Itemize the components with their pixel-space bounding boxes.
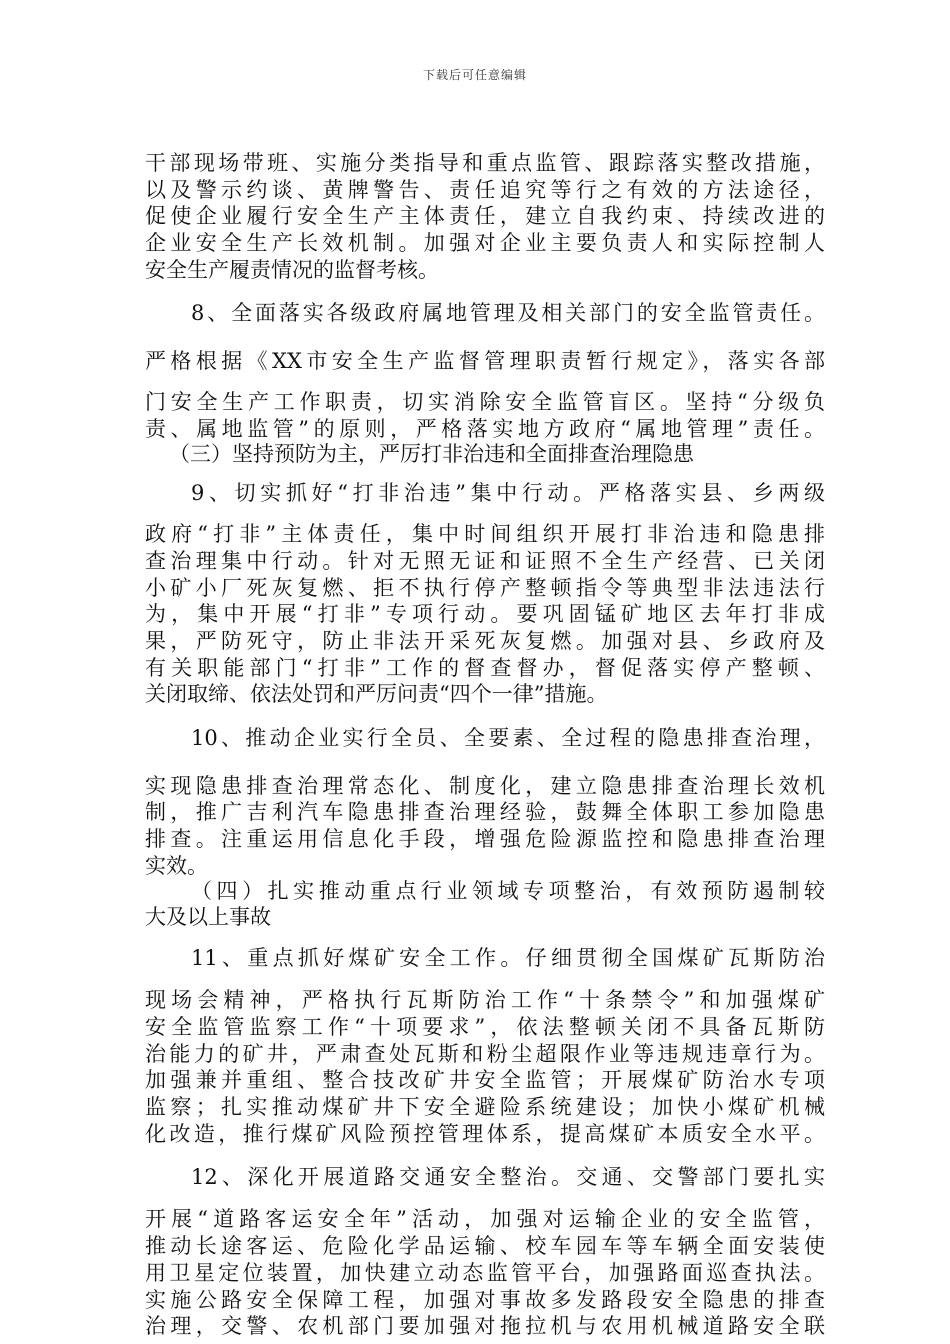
text-line-content: 责、属地监管”的原则，严格落实地方政府“属地管理”责任。 <box>145 417 825 441</box>
text-line-content: 加强兼并重组、整合技改矿井安全监管；开展煤矿防治水专项 <box>145 1068 825 1092</box>
text-line <box>145 1041 825 1068</box>
text-line-content: 安全生产履责情况的监督考核。 <box>145 258 439 282</box>
text-line <box>145 1287 825 1314</box>
text-line <box>145 628 825 655</box>
text-line <box>145 177 825 204</box>
text-line <box>145 1094 825 1121</box>
text-line-content: 果，严防死守，防止非法开采死灰复燃。加强对县、乡政府及 <box>145 629 825 653</box>
text-line <box>145 416 825 443</box>
text-line-content: 严格根据《XX市安全生产监督管理职责暂行规定》，落实各部 <box>145 349 825 373</box>
text-line-content: 企业安全生产长效机制。加强对企业主要负责人和实际控制人 <box>145 231 825 255</box>
header-note: 下载后可任意编辑 <box>422 68 527 82</box>
text-line-content: 开展“道路客运安全年”活动，加强对运输企业的安全监管， <box>145 1207 825 1231</box>
text-line <box>145 799 825 826</box>
text-line-content: 以及警示约谈、黄牌警告、责任追究等行之有效的方法途径， <box>145 178 825 202</box>
text-line <box>145 1014 825 1041</box>
text-line-content: 监察；扎实推动煤矿井下安全避险系统建设；加快小煤矿机械 <box>145 1095 825 1119</box>
text-line <box>145 575 825 602</box>
text-line-content: 实效。 <box>145 854 208 878</box>
text-line <box>145 853 825 880</box>
text-line <box>145 1260 825 1287</box>
text-line <box>145 548 825 575</box>
text-line <box>191 725 825 752</box>
text-line-content: 用卫星定位装置，加快建立动态监管平台，加强路面巡查执法。 <box>145 1261 825 1285</box>
text-line-content: 排查。注重运用信息化手段，增强危险源监控和隐患排查治理 <box>145 827 825 851</box>
text-line <box>145 1313 825 1340</box>
text-line-content: 9、切实抓好“打非治违”集中行动。严格落实县、乡两级 <box>191 481 825 505</box>
text-line-content: 查治理集中行动。针对无照无证和证照不全生产经营、已关闭 <box>145 549 825 573</box>
text-line <box>145 1121 825 1148</box>
text-line <box>145 150 825 177</box>
text-line-content: 10、推动企业实行全员、全要素、全过程的隐患排查治理， <box>191 726 825 750</box>
text-line-content: 小矿小厂死灰复燃、拒不执行停产整顿指令等典型非法违法行 <box>145 576 825 600</box>
text-line-content: 8、全面落实各级政府属地管理及相关部门的安全监管责任。 <box>191 301 825 325</box>
text-line-content: 制，推广吉利汽车隐患排查治理经验，鼓舞全体职工参加隐患 <box>145 800 825 824</box>
text-line-content: 门安全生产工作职责，切实消除安全监管盲区。坚持“分级负 <box>145 390 825 414</box>
text-line-content: 11、重点抓好煤矿安全工作。仔细贯彻全国煤矿瓦斯防治 <box>191 946 825 970</box>
text-line-content: 为，集中开展“打非”专项行动。要巩固锰矿地区去年打非成 <box>145 602 825 626</box>
text-line <box>191 1164 825 1191</box>
text-line <box>145 257 825 284</box>
text-line-content: 实现隐患排查治理常态化、制度化，建立隐患排查治理长效机 <box>145 774 825 798</box>
text-line-content: 现场会精神，严格执行瓦斯防治工作“十条禁令”和加强煤矿 <box>145 988 825 1012</box>
text-line-content: 12、深化开展道路交通安全整治。交通、交警部门要扎实 <box>191 1165 825 1189</box>
text-line-content: 促使企业履行安全生产主体责任，建立自我约束、持续改进的 <box>145 204 825 228</box>
text-line <box>145 601 825 628</box>
text-line-content: 政府“打非”主体责任，集中时间组织开展打非治违和隐患排 <box>145 522 825 546</box>
text-line-content: 关闭取缔、依法处罚和严厉问责“四个一律”措施。 <box>145 682 608 706</box>
text-line <box>145 230 825 257</box>
text-line-content: 干部现场带班、实施分类指导和重点监管、跟踪落实整改措施， <box>145 151 825 175</box>
text-line-content: （四）扎实推动重点行业领域专项整治，有效预防遏制较 <box>191 879 825 903</box>
text-line <box>145 521 825 548</box>
text-line <box>145 348 825 375</box>
text-line-content: 大及以上事故 <box>145 905 271 929</box>
text-line <box>145 389 825 416</box>
text-line-content: 安全监管监察工作“十项要求”，依法整顿关闭不具备瓦斯防 <box>145 1015 825 1039</box>
text-line <box>145 655 825 682</box>
text-line <box>145 681 825 708</box>
text-line <box>145 1206 825 1233</box>
text-line <box>145 773 825 800</box>
text-line <box>145 904 825 931</box>
text-line <box>169 441 825 468</box>
text-line <box>145 1067 825 1094</box>
text-line <box>145 203 825 230</box>
text-line-content: 有关职能部门“打非”工作的督查督办，督促落实停产整顿、 <box>145 656 825 680</box>
text-line <box>145 1233 825 1260</box>
text-line-content: 实施公路安全保障工程，加强对事故多发路段安全隐患的排查 <box>145 1288 825 1312</box>
text-line <box>145 987 825 1014</box>
text-line <box>145 826 825 853</box>
text-line <box>191 945 825 972</box>
text-line-content: 化改造，推行煤矿风险预控管理体系，提高煤矿本质安全水平。 <box>145 1122 825 1146</box>
text-line-content: （三）坚持预防为主，严厉打非治违和全面排查治理隐患 <box>169 442 694 466</box>
text-line-content: 治能力的矿井，严肃查处瓦斯和粉尘超限作业等违规违章行为。 <box>145 1042 825 1066</box>
text-line <box>191 480 825 507</box>
text-line <box>191 300 825 327</box>
text-line <box>191 878 825 905</box>
text-line-content: 推动长途客运、危险化学品运输、校车园车等车辆全面安装使 <box>145 1234 825 1258</box>
text-line-content: 治理，交警、农机部门要加强对拖拉机与农用机械道路安全联 <box>145 1314 825 1338</box>
